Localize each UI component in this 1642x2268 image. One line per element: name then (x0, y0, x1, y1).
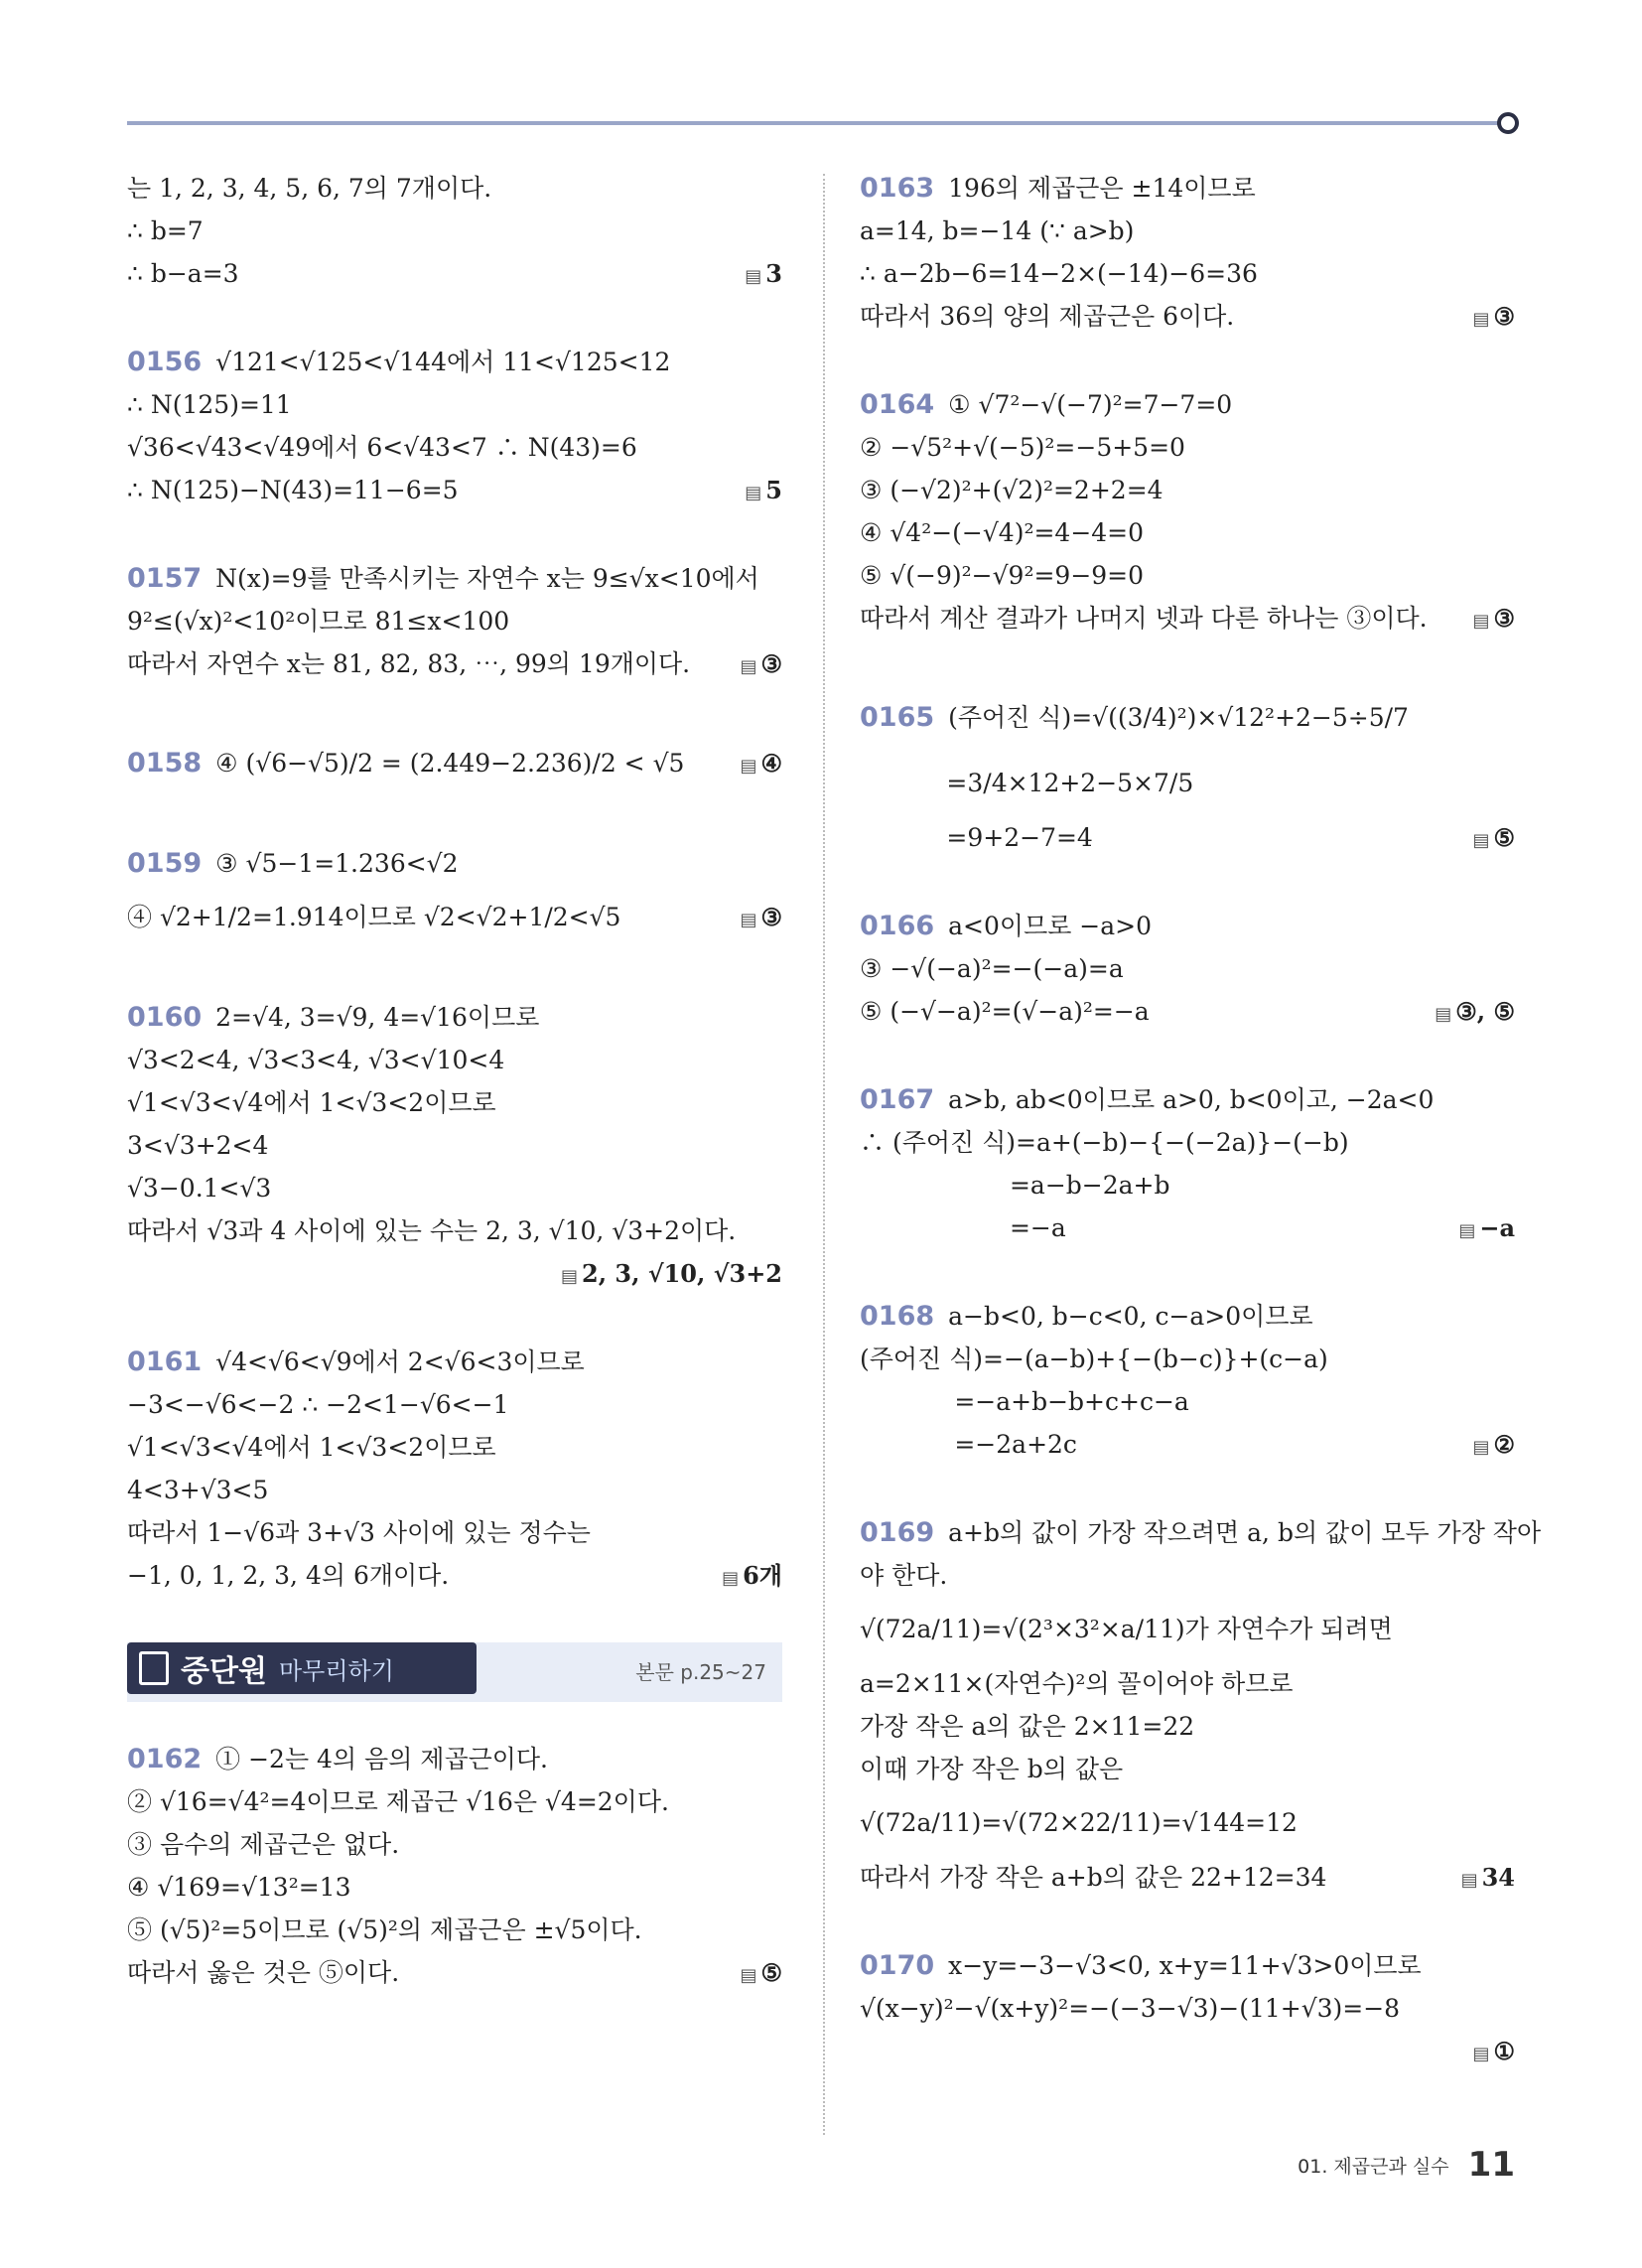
solution-line: 따라서 자연수 x는 81, 82, 83, ⋯, 99의 19개이다. (127, 649, 691, 678)
left-column (127, 167, 782, 2040)
solution-0168 (860, 1295, 1515, 1466)
solution-line: =3/4×12+2−5×7/5 (860, 769, 1194, 797)
solution-line: √(x−y)²−√(x+y)²=−(−3−√3)−(11+√3)=−8 (860, 1994, 1401, 2023)
solution-line: =−a (860, 1213, 1066, 1242)
solution-0169 (860, 1511, 1542, 1899)
solution-line: 196의 제곱근은 ±14이므로 (948, 174, 1256, 203)
solution-line: ∴ N(125)=11 (127, 390, 292, 419)
solution-line: 2=√4, 3=√9, 4=√16이므로 (215, 1003, 540, 1032)
problem-number: 0164 (860, 389, 935, 420)
problem-number: 0170 (860, 1950, 935, 1981)
problem-number: 0160 (127, 1002, 203, 1033)
solution-line: =−a+b−b+c+c−a (860, 1387, 1189, 1416)
problem-number: 0161 (127, 1347, 203, 1377)
solution-line: 따라서 계산 결과가 나머지 넷과 다른 하나는 ③이다. (860, 604, 1428, 633)
problem-number: 0159 (127, 848, 203, 879)
solution-line: ① −2는 4의 음의 제곱근이다. (215, 1745, 548, 1773)
answer-badge: ▤ ⑤ (740, 1951, 782, 1997)
solution-0159 (127, 842, 782, 950)
solution-0160 (127, 996, 782, 1295)
answer-badge: ▤ ③ (1472, 295, 1515, 341)
answer-badge: ▤ ④ (740, 731, 782, 799)
problem-number: 0162 (127, 1744, 203, 1774)
solution-line: ∴ b=7 (127, 216, 204, 245)
problem-number: 0168 (860, 1301, 935, 1332)
solution-line: ③ 음수의 제곱근은 없다. (127, 1830, 400, 1859)
solution-line: 야 한다. (860, 1561, 948, 1590)
banner-subtitle: 마무리하기 (278, 1656, 394, 1685)
solution-line: 9²≤(√x)²<10²이므로 81≤x<100 (127, 607, 510, 636)
problem-number: 0167 (860, 1084, 935, 1115)
solution-0162 (127, 1738, 782, 1994)
solution-line: (주어진 식)=√((3/4)²)×√12²+2−5÷5/7 (948, 703, 1409, 732)
solution-line: ④ √4²−(−√4)²=4−4=0 (860, 518, 1145, 547)
solution-cont (127, 167, 782, 295)
solution-line: √1<√3<√4에서 1<√3<2이므로 (127, 1088, 496, 1117)
answer-badge: ▤ ② (1472, 1423, 1515, 1469)
solution-line: 가장 작은 a의 값은 2×11=22 (860, 1712, 1195, 1741)
solution-line: a=14, b=−14 (∵ a>b) (860, 216, 1135, 245)
solution-line: ③ (−√2)²+(√2)²=2+2=4 (860, 476, 1163, 504)
solution-line: ② −√5²+√(−5)²=−5+5=0 (860, 433, 1185, 462)
solution-line: √(72a/11)=√(72×22/11)=√144=12 (860, 1808, 1298, 1837)
solution-line: a<0이므로 −a>0 (948, 912, 1153, 940)
answer-badge: ▤ ③, ⑤ (1435, 990, 1515, 1036)
problem-number: 0166 (860, 911, 935, 941)
chapter-label: 01. 제곱근과 실수 (1298, 2155, 1449, 2178)
solution-line: 따라서 옳은 것은 ⑤이다. (127, 1958, 400, 1987)
right-column (860, 167, 1542, 2118)
solution-line: ③ √5−1=1.236<√2 (215, 849, 459, 878)
solution-line: =9+2−7=4 (860, 823, 1093, 852)
answer-badge: ▤ ③ (1472, 597, 1515, 642)
problem-number: 0156 (127, 347, 203, 377)
solution-line: ② √16=√4²=4이므로 제곱근 √16은 √4=2이다. (127, 1787, 669, 1816)
answer-badge: ▤ −a (1458, 1206, 1515, 1252)
solution-0165 (860, 685, 1515, 859)
solution-line: ④ √2+1/2=1.914이므로 √2<√2+1/2<√5 (127, 903, 621, 931)
solution-line: x−y=−3−√3<0, x+y=11+√3>0이므로 (948, 1951, 1422, 1980)
solution-0161 (127, 1341, 782, 1597)
solution-line: a=2×11×(자연수)²의 꼴이어야 하므로 (860, 1669, 1294, 1698)
problem-number: 0158 (127, 748, 203, 779)
solution-line: a+b의 값이 가장 작으려면 a, b의 값이 모두 가장 작아 (948, 1518, 1542, 1547)
page-number: 11 (1467, 2145, 1515, 2185)
solution-line: √3−0.1<√3 (127, 1174, 272, 1203)
solution-line: √(72a/11)=√(2³×3²×a/11)가 자연수가 되려면 (860, 1615, 1393, 1643)
solution-line: N(x)=9를 만족시키는 자연수 x는 9≤√x<10에서 (215, 564, 759, 593)
answer-badge: ▤ ① (1472, 2030, 1515, 2075)
solution-line: ∴ (주어진 식)=a+(−b)−{−(−2a)}−(−b) (860, 1128, 1349, 1157)
answer-badge: ▤ ③ (740, 885, 782, 953)
answer-badge: ▤ 34 (1461, 1856, 1515, 1902)
solution-line: 따라서 36의 양의 제곱근은 6이다. (860, 302, 1235, 331)
header-rule-dot (1497, 112, 1519, 134)
solution-line: ∴ N(125)−N(43)=11−6=5 (127, 476, 459, 504)
problem-number: 0165 (860, 702, 935, 733)
solution-line: ③ −√(−a)²=−(−a)=a (860, 954, 1124, 983)
answer-badge: ▤ 2, 3, √10, √3+2 (561, 1252, 782, 1298)
solution-line: (주어진 식)=−(a−b)+{−(b−c)}+(c−a) (860, 1345, 1328, 1373)
problem-number: 0163 (860, 173, 935, 204)
solution-0156 (127, 341, 782, 511)
solution-line: ④ (√6−√5)/2 = (2.449−2.236)/2 < √5 (215, 749, 685, 778)
section-banner (127, 1642, 782, 1702)
solution-line: 3<√3+2<4 (127, 1131, 269, 1160)
solution-line: ④ √169=√13²=13 (127, 1873, 351, 1902)
solution-0163 (860, 167, 1515, 338)
solution-line: √3<2<4, √3<3<4, √3<√10<4 (127, 1046, 505, 1074)
solution-line: ⑤ (√5)²=5이므로 (√5)²의 제곱근은 ±√5이다. (127, 1915, 642, 1944)
problem-number: 0157 (127, 563, 203, 594)
banner-title: 중단원 (181, 1654, 267, 1689)
solution-0170 (860, 1944, 1515, 2072)
answer-badge: ▤ 3 (745, 252, 782, 298)
solution-line: ∴ a−2b−6=14−2×(−14)−6=36 (860, 259, 1258, 288)
solution-0167 (860, 1078, 1515, 1249)
answer-badge: ▤ 5 (745, 469, 782, 514)
solution-line: √4<√6<√9에서 2<√6<3이므로 (215, 1347, 585, 1376)
solution-line: √36<√43<√49에서 6<√43<7 ∴ N(43)=6 (127, 433, 637, 462)
solution-line: =−2a+2c (860, 1430, 1077, 1459)
header-rule (127, 121, 1507, 125)
solution-line: 따라서 가장 작은 a+b의 값은 22+12=34 (860, 1863, 1327, 1892)
solution-line: 는 1, 2, 3, 4, 5, 6, 7의 7개이다. (127, 174, 492, 203)
solution-line: a−b<0, b−c<0, c−a>0이므로 (948, 1302, 1313, 1331)
solution-0164 (860, 383, 1515, 639)
solution-line: √1<√3<√4에서 1<√3<2이므로 (127, 1433, 496, 1462)
solution-0158 (127, 731, 782, 796)
answer-badge: ▤ ③ (740, 642, 782, 688)
solution-line: 따라서 1−√6과 3+√3 사이에 있는 정수는 (127, 1518, 591, 1547)
column-divider (823, 174, 825, 2135)
solution-line: ⑤ (−√−a)²=(√−a)²=−a (860, 997, 1150, 1026)
solution-line: ① √7²−√(−7)²=7−7=0 (948, 390, 1233, 419)
book-icon (139, 1651, 169, 1685)
solution-line: −3<−√6<−2 ∴ −2<1−√6<−1 (127, 1390, 509, 1419)
solution-line: 4<3+√3<5 (127, 1476, 269, 1504)
answer-badge: ▤ 6개 (722, 1554, 782, 1600)
solution-line: =a−b−2a+b (860, 1171, 1170, 1200)
page-reference: 본문 p.25~27 (635, 1660, 766, 1684)
solution-line: √121<√125<√144에서 11<√125<12 (215, 348, 671, 376)
problem-number: 0169 (860, 1517, 935, 1548)
solution-line: ∴ b−a=3 (127, 259, 239, 288)
solution-0166 (860, 905, 1515, 1033)
solution-line: 따라서 √3과 4 사이에 있는 수는 2, 3, √10, √3+2이다. (127, 1216, 737, 1245)
solution-line: 이때 가장 작은 b의 값은 (860, 1755, 1124, 1783)
solution-line: −1, 0, 1, 2, 3, 4의 6개이다. (127, 1561, 450, 1590)
page-footer (1298, 2145, 1515, 2185)
solution-0157 (127, 557, 782, 685)
solution-line: ⑤ √(−9)²−√9²=9−9=0 (860, 561, 1145, 590)
answer-badge: ▤ ⑤ (1472, 816, 1515, 862)
solution-line: a>b, ab<0이므로 a>0, b<0이고, −2a<0 (948, 1085, 1435, 1114)
